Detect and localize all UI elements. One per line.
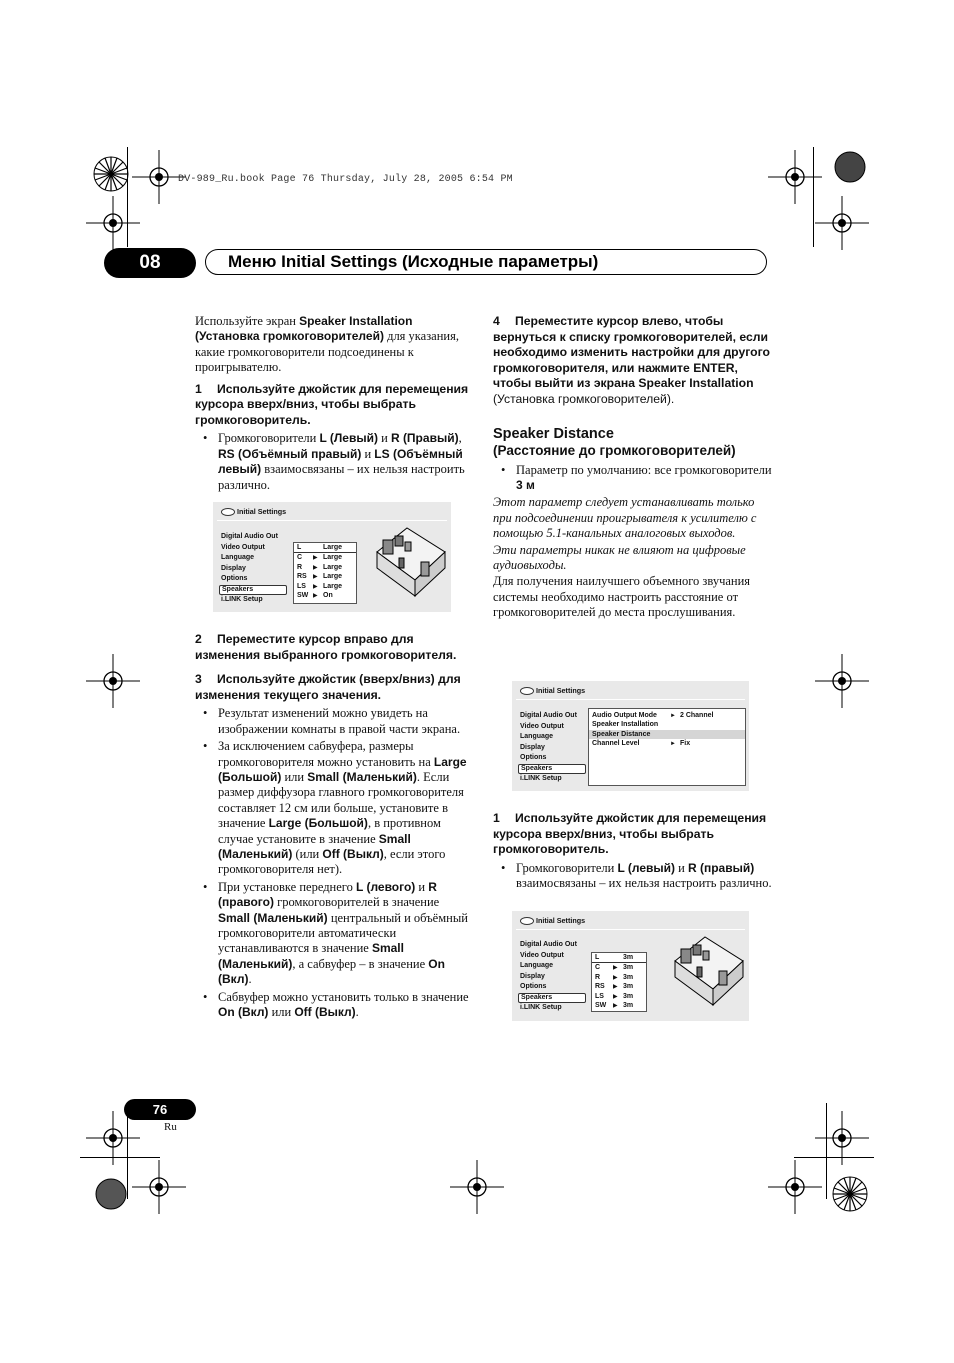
book-info-line: DV-989_Ru.book Page 76 Thursday, July 28, 2005 6:54 PM (178, 174, 513, 185)
distance-paragraph: Для получения наилучшего объемного звучания системы необходимо настроить расстояние от громкоговорителей до места прослушивания. (493, 574, 751, 620)
trim-line (826, 1103, 827, 1199)
speaker-row[interactable]: RS ▶ Large (297, 573, 343, 581)
menu-item[interactable]: i.LINK Setup (221, 596, 263, 603)
speaker-size-list (293, 542, 357, 604)
step-2: 2 Переместите курсор вправо для изменения выбранного громкоговорителя. (195, 632, 457, 662)
menu-item[interactable]: Digital Audio Out (221, 533, 278, 540)
screen-menu (518, 940, 588, 1014)
step-1-distance: 1 Используйте джойстик для перемещения курсора вверх/вниз, чтобы выбрать громкоговоритель. (493, 811, 767, 857)
speaker-row[interactable]: LS ▶ Large (297, 582, 343, 590)
bullet-default: • Параметр по умолчанию: все громкоговорители 3 м (493, 463, 773, 494)
trim-line (80, 1157, 160, 1158)
bullet-room-image: • Результат изменений можно увидеть на изображении комнаты в правой части экрана. (195, 706, 470, 737)
bullet-speaker-size: • За исключением сабвуфера, размеры громкоговорителя можно установить на Large (Большой) или Small (Маленький). Если размер диффузора главного громкоговорителя составляет 12 см или больше, установите в значение Large (Большой), в противном случае установите в значение Small (Маленький) (или Off (Выкл), если этого громкоговорителя нет). (195, 739, 470, 878)
left-column-continued (195, 626, 470, 1027)
speaker-row[interactable]: R ▶ Large (297, 563, 343, 571)
menu-item[interactable]: i.LINK Setup (520, 775, 562, 782)
screen-speaker-distance (512, 911, 749, 1021)
screen-menu (219, 532, 289, 606)
crosshair-mark-icon (815, 196, 869, 250)
room-diagram-icon (371, 522, 449, 600)
speakers-submenu (588, 708, 746, 786)
menu-item[interactable]: Video Output (520, 951, 564, 959)
speaker-row[interactable]: L Large (294, 543, 356, 553)
speaker-row[interactable]: SW ▶ On (297, 591, 333, 599)
section-title: Speaker Distance (493, 425, 614, 442)
menu-item[interactable]: Display (520, 972, 545, 980)
speaker-distance-list (591, 952, 647, 1012)
right-column (493, 314, 773, 627)
menu-item[interactable]: Language (520, 962, 554, 969)
disc-icon (520, 687, 534, 695)
menu-item-selected[interactable]: Speakers (219, 585, 287, 596)
submenu-item[interactable]: Speaker Installation (592, 721, 659, 729)
screen-header: Initial Settings (520, 916, 585, 925)
registration-mark-icon (823, 1167, 877, 1221)
disc-icon (221, 508, 235, 516)
distance-row[interactable]: RS ▶ 3m (595, 983, 634, 991)
menu-item[interactable]: Video Output (520, 722, 564, 730)
registration-mark-icon (84, 147, 138, 201)
crosshair-mark-icon (768, 1160, 822, 1214)
bullet-linked-speakers: • Громкоговорители L (Левый) и R (Правый), RS (Объёмный правый) и LS (Объёмный левый) взаимосвязаны – их нельзя настроить различно. (195, 431, 470, 493)
menu-item[interactable]: i.LINK Setup (520, 1004, 562, 1011)
crosshair-mark-icon (450, 1160, 504, 1214)
speaker-row[interactable]: C ▶ Large (297, 554, 343, 562)
trim-line (794, 1157, 874, 1158)
menu-item[interactable]: Display (221, 564, 246, 572)
screen-header: Initial Settings (221, 507, 286, 516)
menu-item[interactable]: Digital Audio Out (520, 712, 577, 719)
menu-item[interactable]: Display (520, 743, 545, 751)
screen-header: Initial Settings (520, 686, 585, 695)
menu-item[interactable]: Options (221, 575, 248, 582)
chapter-title: Меню Initial Settings (Исходные параметры) (205, 249, 767, 275)
note-italic-2: Эти параметры никак не влияют на цифровые аудиовыходы. (493, 542, 746, 572)
intro-paragraph: Используйте экран Speaker Installation (Установка громкоговорителей) для указания, какие громкоговорители подсоединены к проигрывателю. (195, 314, 459, 375)
left-column (195, 314, 470, 499)
distance-row[interactable]: LS ▶ 3m (595, 992, 634, 1000)
registration-mark-icon (84, 1167, 138, 1221)
bullet-linked-lr: • Громкоговорители L (левый) и R (правый) взаимосвязаны – их нельзя настроить различно. (493, 861, 773, 892)
menu-item[interactable]: Options (520, 983, 547, 990)
room-diagram-icon (669, 931, 747, 1009)
step-4: 4 Переместите курсор влево, чтобы вернуться к списку громкоговорителей, если необходимо изменить настройки для другого громкоговорителя, или нажмите ENTER, чтобы выйти из экрана Speaker Installation (Установка громкоговорителей). (493, 314, 770, 406)
menu-item[interactable]: Language (520, 733, 554, 740)
menu-item[interactable]: Options (520, 754, 547, 761)
bullet-subwoofer: • Сабвуфер можно установить только в значение On (Вкл) или Off (Выкл). (195, 990, 470, 1021)
distance-row[interactable]: R ▶ 3m (595, 973, 634, 981)
trim-line (813, 147, 814, 247)
registration-mark-icon (823, 140, 877, 194)
note-italic-1: Этот параметр следует устанавливать только при подсоединении проигрывателя к усилителю с помощью 5.1-канальных аналоговых выходов. (493, 495, 757, 541)
disc-icon (520, 917, 534, 925)
menu-item-selected[interactable]: Speakers (518, 764, 586, 775)
screen-speaker-installation (213, 502, 451, 612)
screen-speakers-menu (512, 681, 749, 791)
section-subtitle: (Расстояние до громкоговорителей) (493, 442, 736, 458)
chapter-number: 08 (104, 248, 196, 278)
submenu-item[interactable]: Channel Level ► Fix (592, 740, 691, 748)
step-1: 1 Используйте джойстик для перемещения курсора вверх/вниз, чтобы выбрать громкоговоритель. (195, 381, 469, 427)
crosshair-mark-icon (132, 1160, 186, 1214)
menu-item[interactable]: Digital Audio Out (520, 941, 577, 948)
crosshair-mark-icon (815, 654, 869, 708)
crosshair-mark-icon (86, 654, 140, 708)
distance-row[interactable]: L 3m (592, 953, 646, 963)
page-language: Ru (164, 1121, 177, 1133)
distance-row[interactable]: C ▶ 3m (595, 964, 634, 972)
screen-menu (518, 711, 588, 785)
bullet-front-small: • При установке переднего L (левого) и R (правого) громкоговорителей в значение Small (Маленький) центральный и объёмный громкоговорители автоматически устанавливаются в значение Small (Маленький), а сабвуфер – в значение On (Вкл). (195, 880, 470, 988)
crosshair-mark-icon (86, 196, 140, 250)
menu-item-selected[interactable]: Speakers (518, 993, 586, 1004)
menu-item[interactable]: Language (221, 554, 255, 561)
submenu-item[interactable]: Audio Output Mode ► 2 Channel (592, 712, 714, 719)
right-column-continued (493, 805, 773, 898)
trim-line (127, 147, 128, 247)
page-number: 76 (124, 1099, 196, 1120)
menu-item[interactable]: Video Output (221, 543, 265, 551)
submenu-item-selected[interactable]: Speaker Distance (589, 730, 745, 739)
distance-row[interactable]: SW ▶ 3m (595, 1001, 634, 1009)
step-3: 3 Используйте джойстик (вверх/вниз) для изменения текущего значения. (195, 672, 461, 702)
